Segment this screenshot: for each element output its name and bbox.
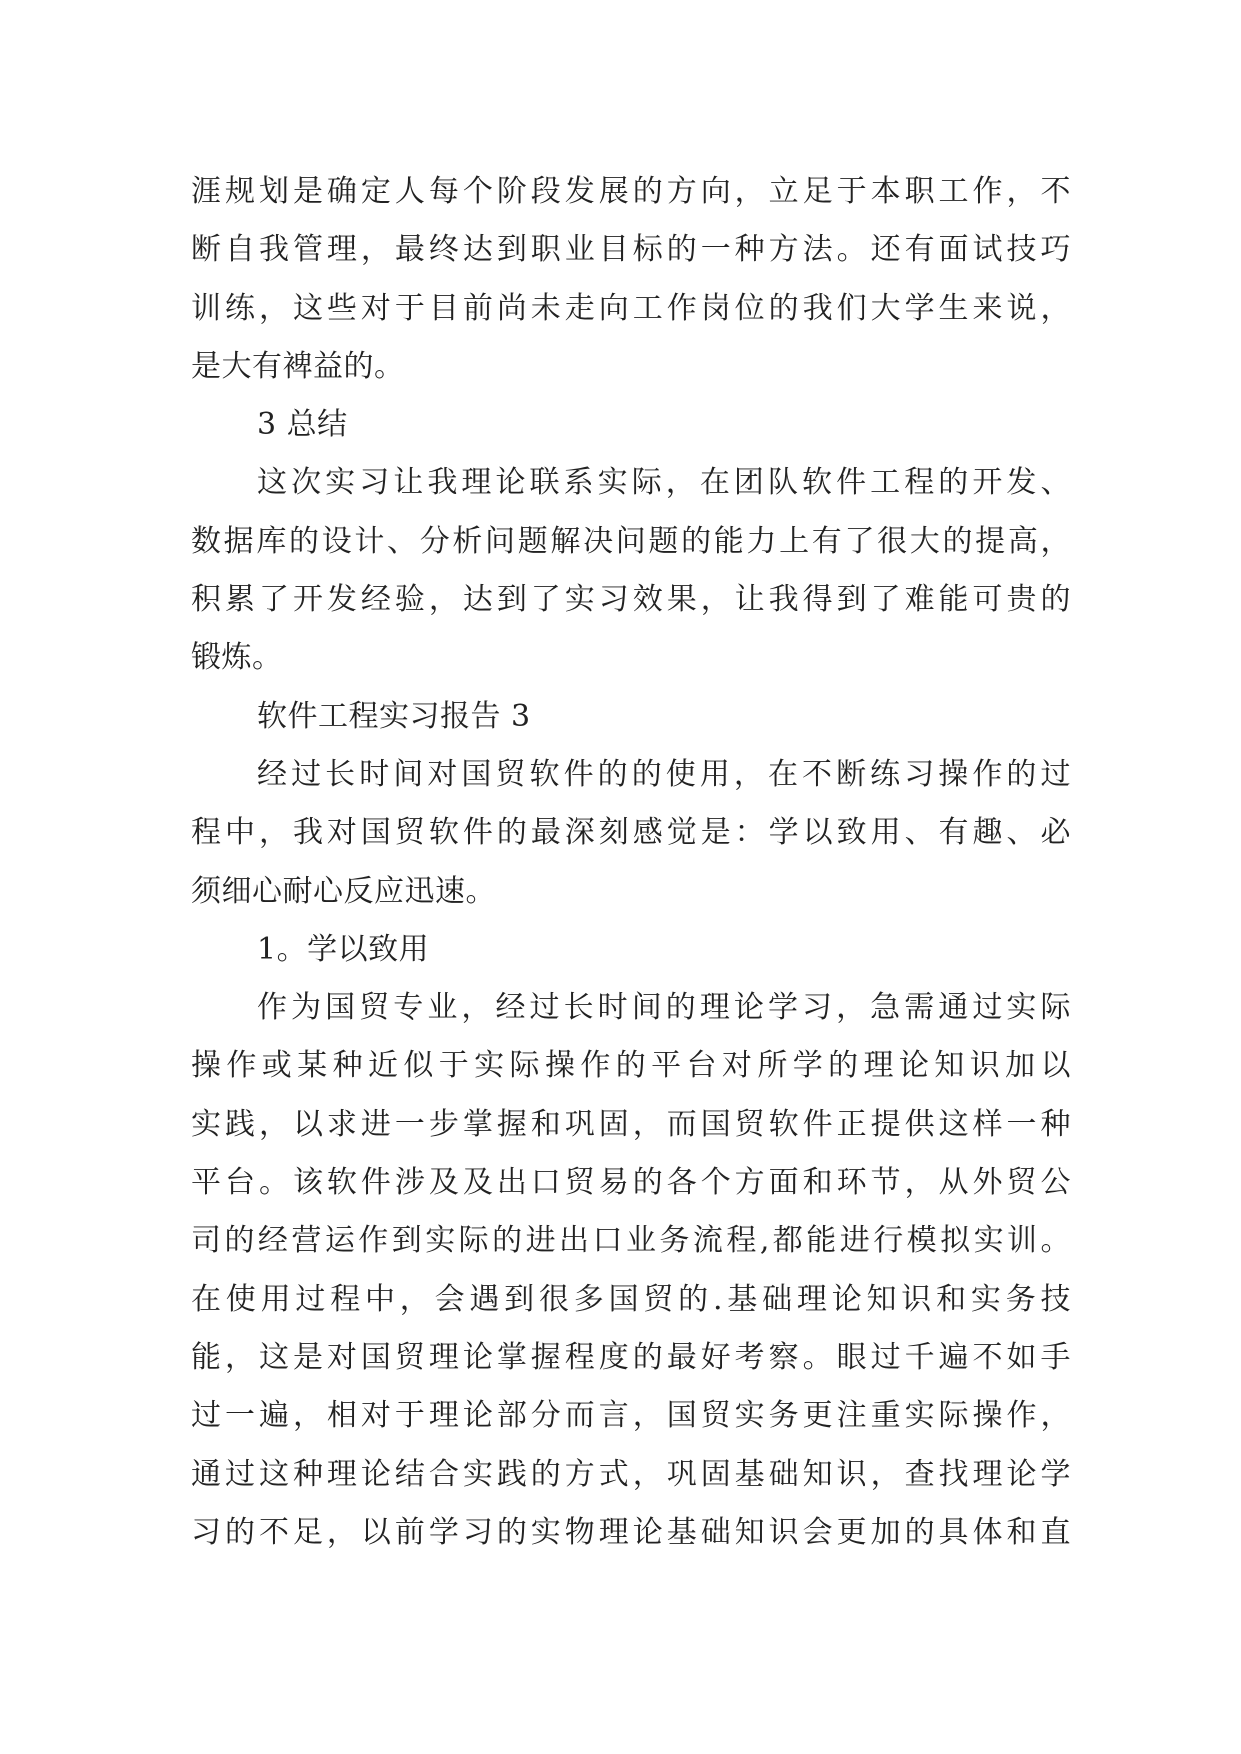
- section-heading-apply-learning: 1。学以致用: [257, 931, 430, 967]
- text-line: 过一遍，相对于理论部分而言，国贸实务更注重实际操作，: [191, 1398, 1071, 1434]
- text-line: 训练，这些对于目前尚未走向工作岗位的我们大学生来说，: [191, 290, 1071, 326]
- text-line: 程中，我对国贸软件的最深刻感觉是：学以致用、有趣、必: [191, 815, 1071, 851]
- section-heading-summary: 3 总结: [257, 407, 348, 443]
- text-line: 须细心耐心反应迅速。: [191, 873, 496, 909]
- text-line: 经过长时间对国贸软件的的使用，在不断练习操作的过: [257, 756, 1071, 792]
- text-line: 习的不足，以前学习的实物理论基础知识会更加的具体和直: [191, 1514, 1071, 1550]
- text-line: 断自我管理，最终达到职业目标的一种方法。还有面试技巧: [191, 232, 1071, 268]
- document-body: [191, 163, 1071, 1562]
- text-line: 是大有裨益的。: [191, 348, 405, 384]
- text-line: 作为国贸专业，经过长时间的理论学习，急需通过实际: [257, 990, 1071, 1026]
- report-title: 软件工程实习报告 3: [257, 698, 531, 734]
- text-line: 能，这是对国贸理论掌握程度的最好考察。眼过千遍不如手: [191, 1339, 1071, 1375]
- text-line: 数据库的设计、分析问题解决问题的能力上有了很大的提高，: [191, 523, 1071, 559]
- text-line: 这次实习让我理论联系实际，在团队软件工程的开发、: [257, 465, 1071, 501]
- text-line: 积累了开发经验，达到了实习效果，让我得到了难能可贵的: [191, 582, 1071, 618]
- text-line: 实践，以求进一步掌握和巩固，而国贸软件正提供这样一种: [191, 1106, 1071, 1142]
- text-line: 在使用过程中，会遇到很多国贸的.基础理论知识和实务技: [191, 1281, 1071, 1317]
- text-line: 锻炼。: [191, 640, 283, 676]
- text-line: 司的经营运作到实际的进出口业务流程,都能进行模拟实训。: [191, 1223, 1071, 1259]
- text-line: 通过这种理论结合实践的方式，巩固基础知识，查找理论学: [191, 1456, 1071, 1492]
- text-line: 操作或某种近似于实际操作的平台对所学的理论知识加以: [191, 1048, 1071, 1084]
- text-line: 涯规划是确定人每个阶段发展的方向，立足于本职工作，不: [191, 174, 1071, 209]
- text-line: 平台。该软件涉及及出口贸易的各个方面和环节，从外贸公: [191, 1165, 1071, 1201]
